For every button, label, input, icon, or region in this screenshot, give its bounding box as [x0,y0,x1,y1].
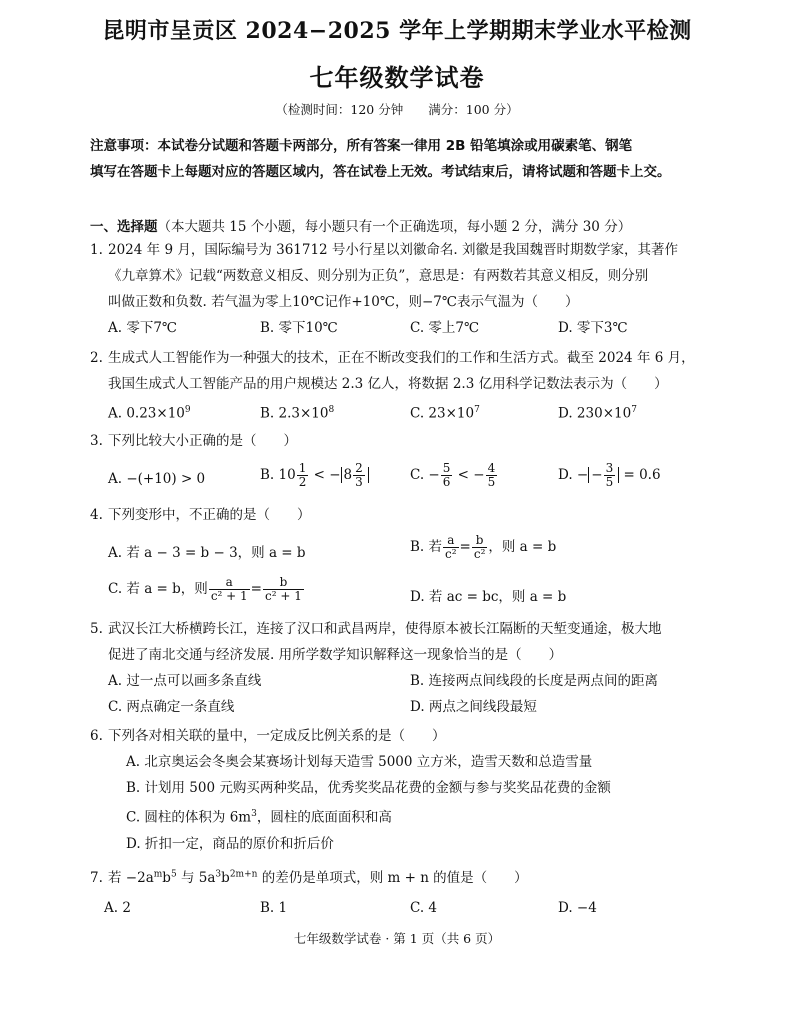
option-a: A. 2 [104,899,131,916]
option-d [558,462,661,489]
operator: = [250,581,262,597]
option-a-text: A. 0.23×10 [108,405,185,422]
exponent: 2m+n [229,869,258,879]
option-c [410,462,498,489]
options-row-2 [90,576,710,616]
option-b-rest: ，则 a = b [488,539,557,555]
question-number: 6. [90,728,103,744]
operator: = [459,539,471,555]
exam-subtitle: 七年级数学试卷 [309,63,485,92]
question-text: 我国生成式人工智能产品的用户规模达 2.3 亿人，将数据 2.3 亿用科学记数法表示为（ ） [108,376,668,392]
denominator: c² + 1 [264,589,302,603]
options-row-1 [90,668,710,694]
section-title: 一、选择题 [90,219,158,235]
option-d-text: D. − [558,467,589,483]
exam-title: 昆明市呈贡区 2024−2025 学年上学期期末学业水平检测 [102,18,692,44]
operator: < − [453,467,485,483]
absolute-value [341,461,369,489]
question-text: 武汉长江大桥横跨长江，连接了汉口和武昌两岸，使得原本被长江隔断的天堑变通途，极大地 [108,621,662,637]
question-number: 4. [90,507,103,523]
question-text: 下列比较大小正确的是（ ） [108,433,297,449]
denominator: c² + 1 [210,589,248,603]
denominator: c² [473,547,486,561]
exponent: 7 [474,405,480,415]
option-b-text: B. 若 [410,539,443,555]
option-b-text: B. 2.3×10 [260,405,329,422]
question-5 [90,616,710,720]
exam-meta: （检测时间：120 分钟 满分：100 分） [275,102,519,117]
question-2 [90,345,710,423]
question-7 [90,861,710,921]
option-b: B. 计划用 500 元购买两种奖品，优秀奖奖品花费的金额与参与奖奖品花费的金额 [126,780,611,796]
question-3 [90,428,710,500]
question-6 [90,723,710,857]
fraction [263,576,304,603]
question-number: 1. [90,242,103,258]
fraction [486,462,498,489]
option-c [108,576,305,603]
question-text: 生成式人工智能作为一种强大的技术，正在不断改变我们的工作和生活方式。截至 2024 年 6 月， [108,350,695,366]
question-text-rest: 的差仍是单项式，则 m + n 的值是（ ） [257,869,528,886]
notice-text-1: 本试卷分试题和答题卡两部分，所有答案一律用 2B 铅笔填涂或用碳素笔、钢笔 [157,138,633,154]
option-a: A. 零下7℃ [108,320,178,336]
denominator: 6 [442,475,451,489]
exponent: 7 [631,405,637,415]
notice-label: 注意事项： [90,138,158,154]
numerator: b [472,534,488,548]
notice-text-2: 填写在答题卡上每题对应的答题区域内，答在试卷上无效。考试结束后，请将试题和答题卡上交。 [90,164,671,180]
exponent: 3 [215,869,222,879]
question-text: 下列各对相关联的量中，一定成反比例关系的是（ ） [108,728,446,744]
question-text: 2024 年 9 月，国际编号为 361712 号小行星以刘徽命名. 刘徽是我国魏晋时期数学家，其著作 [108,242,679,258]
option-c-rest: ，圆柱的底面面积和高 [256,809,392,826]
option-c [410,397,480,427]
fraction [443,534,459,561]
option-b: B. 零下10℃ [260,320,338,336]
question-number: 3. [90,433,103,449]
option-c-text: C. 圆柱的体积为 6m [126,809,252,826]
fraction [297,462,309,489]
fraction [353,462,365,489]
exponent: 5 [170,869,177,879]
question-4 [90,502,710,616]
absolute-value: − $\frac{3}{5}$ [588,467,619,483]
variable: b [162,869,171,886]
option-a: A. 北京奥运会冬奥会某赛场计划每天造雪 5000 立方米，造雪天数和总造雪量 [126,754,593,770]
question-text [108,870,528,886]
option-d: D. 若 ac = bc，则 a = b [410,589,567,605]
options-row-1 [90,534,710,574]
numerator: b [263,576,304,590]
question-number: 2. [90,350,103,366]
denominator: 3 [355,475,363,489]
term-1: 若 −2a [108,869,154,886]
option-b [260,397,334,427]
option-a: A. 若 a − 3 = b − 3，则 a = b [108,545,306,561]
option-d: D. 两点之间线段最短 [410,699,537,715]
exponent: 8 [328,405,335,415]
question-text: 叫做正数和负数. 若气温为零上10℃记作+10℃，则−7℃表示气温为（ ） [108,294,579,310]
option-d: D. −4 [558,899,597,916]
section-desc: （本大题共 15 个小题，每小题只有一个正确选项，每小题 2 分，满分 30 分） [157,219,632,235]
numerator: 5 [442,461,451,475]
options [90,397,710,423]
question-number: 7. [90,869,103,886]
options-row-2 [90,694,710,720]
numerator: a [209,576,250,590]
option-d: D. 零下3℃ [558,320,628,336]
options [90,462,710,500]
option-c: C. 两点确定一条直线 [108,699,235,715]
question-text: 促进了南北交通与经济发展. 用所学数学知识解释这一现象恰当的是（ ） [108,647,563,663]
question-text: 《九章算术》记载“两数意义相反、则分别为正负”，意思是：有两数若其意义相反，则分别 [108,268,649,284]
option-a: A. −(+10) > 0 [108,471,206,487]
denominator: 2 [298,475,307,489]
option-c: C. 零上7℃ [410,320,480,336]
fraction [604,462,616,489]
option-c-text: C. 23×10 [410,405,475,422]
page-footer: 七年级数学试卷 · 第 1 页（共 6 页） [293,931,501,946]
option-c-text: C. − [410,467,440,483]
fraction [209,576,250,603]
option-d: D. 折扣一定，商品的原价和折后价 [126,835,334,852]
variable: b [221,869,230,886]
question-1 [90,237,710,341]
option-a [108,397,191,427]
option-c [90,801,710,831]
operator: < − [309,467,341,483]
exponent: m [153,869,163,879]
question-text: 下列变形中，不正确的是（ ） [108,507,311,523]
options [90,895,710,921]
numerator: a [443,534,459,548]
option-b: B. 连接两点间线段的长度是两点间的距离 [410,673,659,689]
numerator: 2 [355,461,363,475]
option-d-text: D. 230×10 [558,405,632,422]
option-d [558,397,637,427]
exponent: 3 [251,809,257,819]
option-c: C. 4 [410,899,438,916]
notice [90,133,720,185]
option-c-text: C. 若 a = b，则 [108,581,208,597]
denominator: 5 [487,475,496,489]
question-number: 5. [90,621,103,637]
option-b [260,462,369,489]
option-d-rest: = 0.6 [619,467,661,483]
fraction [441,462,453,489]
numerator: 4 [487,461,496,475]
denominator: 5 [605,475,614,489]
option-b [410,534,556,561]
option-b-text: B. 10 [260,467,296,483]
denominator: c² [445,547,457,561]
option-b: B. 1 [260,899,288,916]
fraction [472,534,488,561]
term-2: 与 5a [176,869,216,886]
numerator: 1 [298,461,307,475]
options [90,315,710,341]
section-heading [90,215,631,235]
exponent: 9 [184,405,191,415]
integer-part: 8 [343,467,353,483]
numerator: 3 [605,461,614,475]
option-a: A. 过一点可以画多条直线 [108,673,262,689]
